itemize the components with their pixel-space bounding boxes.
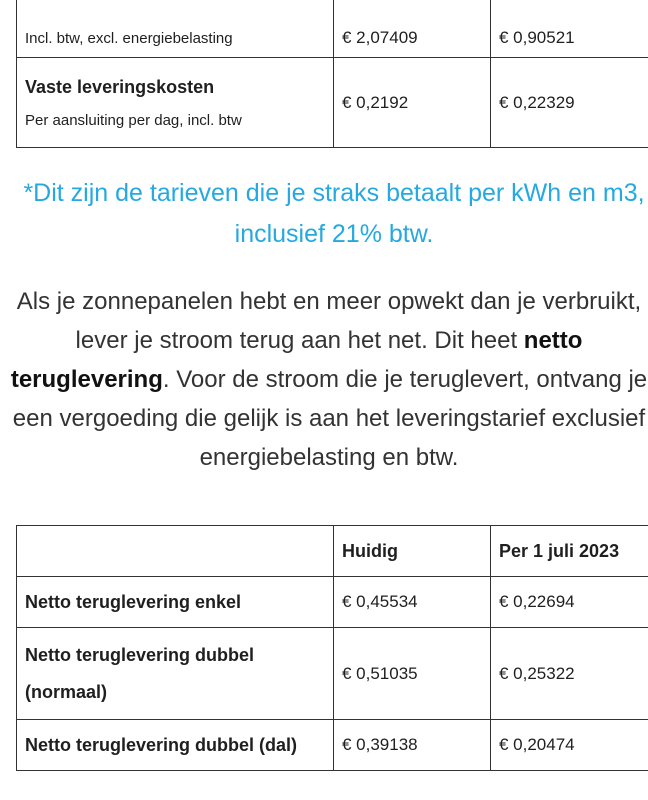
future-price-cell [491,0,648,58]
tariff-table-top [16,0,648,148]
row-label-cell [17,0,334,58]
header-future: Per 1 juli 2023 [491,526,648,577]
current-price: € 0,51035 [334,628,491,720]
table-row [17,720,648,771]
current-price-cell [334,0,491,58]
current-price: € 0,2192 [334,58,491,148]
current-price: € 0,45534 [334,577,491,628]
future-price: € 0,20474 [491,720,648,771]
header-current: Huidig [334,526,491,577]
table-row [17,577,648,628]
current-price: € 2,07409 [342,28,418,47]
row-subtitle: Per aansluiting per dag, incl. btw [25,111,242,129]
future-price: € 0,25322 [491,628,648,720]
table-row [17,628,648,720]
header-empty [17,526,334,577]
future-price: € 0,22694 [491,577,648,628]
current-price: € 0,39138 [334,720,491,771]
row-label-cell [17,58,334,148]
row-label: Netto teruglevering dubbel (normaal) [17,628,334,720]
footnote: *Dit zijn de tarieven die je straks betaalt per kWh en m3, inclusief 21% btw. [23,179,645,248]
row-title: Vaste leveringskosten [25,76,215,97]
info-paragraph [10,282,648,477]
row-subtitle: Incl. btw, excl. energiebelasting [25,29,233,47]
table-row [17,58,648,148]
paragraph-text-before: Als je zonnepanelen hebt en meer opwekt dan je verbruikt, lever je stroom terug aan het net. Dit heet [16,288,642,354]
cut-off-text [25,0,325,10]
table-row [17,0,648,58]
row-label: Netto teruglevering dubbel (dal) [17,720,334,771]
row-label: Netto teruglevering enkel [17,577,334,628]
netto-teruglevering-table [16,525,648,771]
paragraph-text-after: . Voor de stroom die je teruglevert, ontvang je een vergoeding die gelijk is aan het leveringstarief exclusief energiebelasting en btw. [12,366,648,471]
paragraph-bold-term: netto teruglevering [10,327,583,393]
future-price: € 0,90521 [499,28,575,47]
table-header-row [17,526,648,577]
future-price: € 0,22329 [491,58,648,148]
